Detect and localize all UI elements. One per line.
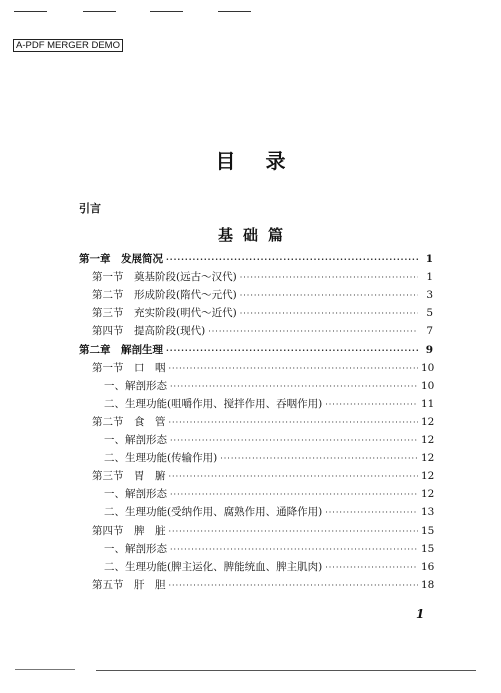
toc-entry-text: 二、生理功能(受纳作用、腐熟作用、通降作用) (104, 506, 323, 519)
toc-entry (104, 558, 433, 576)
watermark-label: A-PDF MERGER DEMO (13, 39, 123, 52)
toc-leader-dots (208, 323, 418, 341)
toc-leader-dots (169, 360, 419, 378)
toc-entry-text: 二、生理功能(脾主运化、脾能统血、脾主肌肉) (104, 560, 323, 573)
toc-entry-page: 15 (421, 524, 435, 537)
toc-leader-dots (166, 250, 418, 268)
toc-entry (104, 540, 433, 558)
toc-entry-text: 第五节 肝 胆 (92, 578, 166, 591)
toc-entry (104, 377, 433, 395)
toc-entry-text: 二、生理功能(咀嚼作用、搅拌作用、吞咽作用) (104, 397, 323, 410)
toc-entry (104, 395, 433, 413)
page-title: 目录 (215, 149, 316, 173)
toc-entry-page: 12 (421, 470, 435, 483)
toc-leader-dots (170, 432, 418, 450)
toc-entry-text: 第三节 充实阶段(明代～近代) (92, 307, 237, 320)
toc-entry (92, 268, 433, 286)
toc-leader-dots (166, 341, 418, 359)
toc-entry-page: 12 (421, 488, 435, 501)
toc-entry-text: 第二节 食 管 (92, 415, 166, 428)
toc-entry (92, 576, 433, 594)
toc-entry-page: 11 (421, 397, 435, 410)
toc-entry (104, 503, 433, 521)
scan-artifact-line (15, 669, 75, 670)
toc-entry-text: 二、生理功能(传输作用) (104, 452, 218, 465)
scan-artifact-line (14, 11, 47, 12)
toc-entry (104, 485, 433, 503)
toc-entry-page: 18 (421, 578, 435, 591)
toc-intro-entry: 引言 (79, 202, 101, 215)
toc-leader-dots (169, 468, 419, 486)
toc-entry (92, 467, 433, 485)
toc-entry-text: 第二章 解剖生理 (79, 343, 163, 356)
toc-entry-text: 一、解剖形态 (104, 379, 167, 392)
toc-leader-dots (170, 486, 418, 504)
toc-entry-text: 一、解剖形态 (104, 488, 167, 501)
toc-entry-page: 3 (426, 289, 433, 302)
toc-entry-page: 10 (421, 379, 435, 392)
toc-leader-dots (325, 396, 418, 414)
toc-entry (79, 341, 433, 359)
toc-leader-dots (169, 523, 419, 541)
toc-entry-page: 5 (426, 307, 433, 320)
toc-entry-page: 1 (426, 271, 433, 284)
toc-entry-page: 12 (421, 434, 435, 446)
section-title: 基础篇 (217, 226, 293, 244)
toc-leader-dots (170, 378, 418, 396)
toc-leader-dots (170, 541, 418, 559)
toc-entry (92, 413, 433, 431)
toc-entry-page: 1 (425, 253, 433, 265)
toc-entry-page: 7 (426, 325, 433, 338)
toc-leader-dots (325, 559, 418, 577)
toc-entry-page: 10 (421, 361, 435, 374)
toc-leader-dots (220, 450, 418, 468)
toc-leader-dots (325, 504, 418, 522)
toc-entry-page: 16 (421, 560, 435, 573)
toc-entry (79, 250, 433, 268)
toc-entry-text: 一、解剖形态 (104, 542, 167, 555)
toc-entry-page: 13 (421, 506, 435, 519)
toc-entry (104, 449, 433, 467)
toc-entry (92, 304, 433, 322)
toc-entry (92, 359, 433, 377)
toc-entry-text: 一、解剖形态 (104, 434, 167, 446)
scan-artifact-line (96, 670, 476, 671)
toc-entry-text: 第三节 胃 腑 (92, 470, 166, 483)
toc-leader-dots (169, 577, 419, 595)
toc-entry-page: 12 (421, 452, 435, 465)
toc-entry-text: 第一章 发展简况 (79, 253, 163, 265)
toc-leader-dots (240, 287, 418, 305)
toc-entry-text: 第四节 脾 脏 (92, 524, 166, 537)
toc-entry-page: 12 (421, 415, 435, 428)
toc-entry (92, 286, 433, 304)
toc-entry-text: 第四节 提高阶段(现代) (92, 325, 206, 338)
toc-entry-text: 第一节 奠基阶段(远古～汉代) (92, 271, 237, 284)
toc-entry (104, 431, 433, 449)
scan-artifact-line (150, 11, 183, 12)
toc-entry (92, 322, 433, 340)
toc-leader-dots (169, 414, 419, 432)
toc-entry-text: 第二节 形成阶段(隋代～元代) (92, 289, 237, 302)
toc-leader-dots (240, 305, 418, 323)
toc-entry-page: 15 (421, 542, 435, 555)
scan-artifact-line (83, 11, 116, 12)
toc-entry-page: 9 (425, 343, 433, 356)
page-number: 1 (416, 607, 425, 621)
toc-entry (92, 522, 433, 540)
scan-artifact-line (218, 11, 251, 12)
toc-entry-text: 第一节 口 咽 (92, 361, 166, 374)
toc-leader-dots (240, 269, 418, 287)
